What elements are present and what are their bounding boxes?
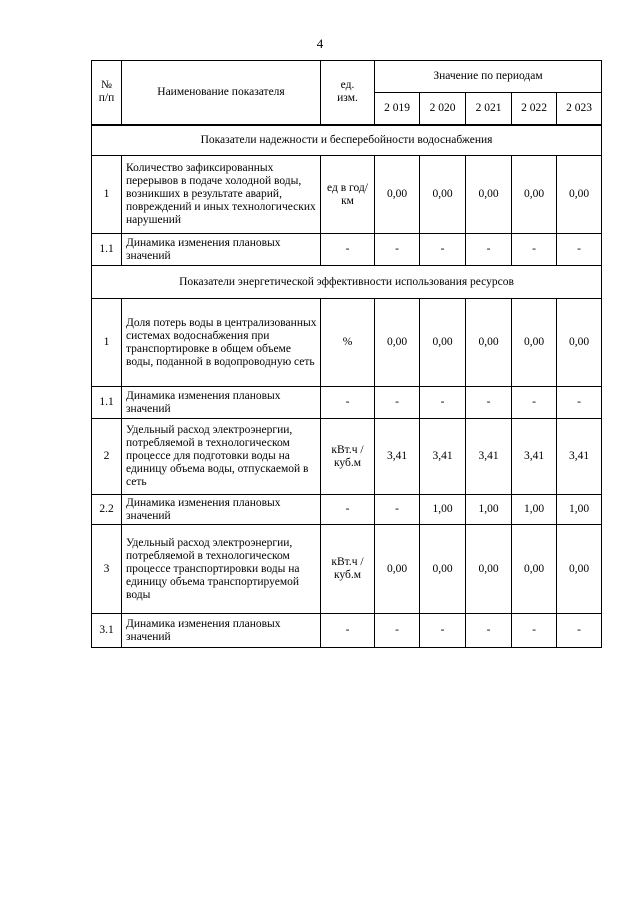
- row-name: Удельный расход электроэнергии, потребляемой в технологическом процессе транспортировки воды на единицу объема транспортируемой воды: [122, 525, 321, 614]
- row-value: 0,00: [557, 299, 602, 387]
- row-name: Динамика изменения плановых значений: [122, 387, 321, 419]
- row-value: 0,00: [466, 299, 512, 387]
- row-value: 0,00: [512, 156, 557, 234]
- row-value: 3,41: [466, 419, 512, 495]
- row-value: 3,41: [557, 419, 602, 495]
- row-unit: -: [321, 387, 375, 419]
- header-num: № п/п: [92, 61, 122, 125]
- row-num: 3.1: [92, 614, 122, 648]
- header-unit: ед. изм.: [321, 61, 375, 125]
- row-value: 0,00: [557, 156, 602, 234]
- header-year: 2 020: [420, 93, 466, 125]
- row-num: 1: [92, 156, 122, 234]
- row-value: 0,00: [420, 156, 466, 234]
- row-value: 0,00: [466, 156, 512, 234]
- row-value: 0,00: [375, 299, 420, 387]
- row-num: 1.1: [92, 234, 122, 266]
- row-value: 0,00: [557, 525, 602, 614]
- row-num: 1: [92, 299, 122, 387]
- row-name: Динамика изменения плановых значений: [122, 495, 321, 525]
- row-value: 0,00: [466, 525, 512, 614]
- row-num: 1.1: [92, 387, 122, 419]
- indicators-table: [91, 60, 602, 648]
- row-value: 0,00: [512, 525, 557, 614]
- row-unit: кВт.ч / куб.м: [321, 525, 375, 614]
- row-value: -: [557, 614, 602, 648]
- row-name: Удельный расход электроэнергии, потребляемой в технологическом процессе для подготовки воды на единицу объема воды, отпускаемой в сеть: [122, 419, 321, 495]
- page-number: 4: [316, 36, 324, 51]
- row-value: 3,41: [375, 419, 420, 495]
- row-value: 3,41: [420, 419, 466, 495]
- row-value: -: [420, 387, 466, 419]
- row-num: 2: [92, 419, 122, 495]
- row-value: -: [375, 614, 420, 648]
- header-periods: Значение по периодам: [375, 61, 602, 93]
- row-value: -: [512, 387, 557, 419]
- row-value: -: [375, 387, 420, 419]
- row-value: 3,41: [512, 419, 557, 495]
- header-year: 2 022: [512, 93, 557, 125]
- row-value: -: [512, 234, 557, 266]
- row-unit: %: [321, 299, 375, 387]
- row-unit: кВт.ч / куб.м: [321, 419, 375, 495]
- row-value: -: [375, 495, 420, 525]
- row-num: 3: [92, 525, 122, 614]
- section-title: Показатели надежности и бесперебойности водоснабжения: [92, 125, 602, 156]
- row-num: 2.2: [92, 495, 122, 525]
- header-year: 2 019: [375, 93, 420, 125]
- row-value: -: [375, 234, 420, 266]
- row-value: 1,00: [420, 495, 466, 525]
- row-value: -: [557, 234, 602, 266]
- row-value: 0,00: [375, 525, 420, 614]
- row-name: Динамика изменения плановых значений: [122, 234, 321, 266]
- row-value: -: [466, 614, 512, 648]
- header-year: 2 023: [557, 93, 602, 125]
- row-value: 0,00: [420, 299, 466, 387]
- row-value: -: [466, 234, 512, 266]
- header-name: Наименование показателя: [122, 61, 321, 125]
- row-value: 0,00: [512, 299, 557, 387]
- row-value: 1,00: [512, 495, 557, 525]
- row-unit: -: [321, 234, 375, 266]
- row-value: -: [420, 234, 466, 266]
- row-value: -: [512, 614, 557, 648]
- row-value: 0,00: [420, 525, 466, 614]
- section-title: Показатели энергетической эффективности использования ресурсов: [92, 266, 602, 299]
- row-value: 0,00: [375, 156, 420, 234]
- row-value: -: [466, 387, 512, 419]
- row-unit: ед в год/ км: [321, 156, 375, 234]
- row-value: -: [557, 387, 602, 419]
- row-value: 1,00: [557, 495, 602, 525]
- row-unit: -: [321, 495, 375, 525]
- row-value: 1,00: [466, 495, 512, 525]
- row-unit: -: [321, 614, 375, 648]
- row-name: Доля потерь воды в централизованных системах водоснабжения при транспортировке в общем объеме воды, поданной в водопроводную сеть: [122, 299, 321, 387]
- row-name: Количество зафиксированных перерывов в подаче холодной воды, возникших в результате аварий, повреждений и иных технологических нарушений: [122, 156, 321, 234]
- row-value: -: [420, 614, 466, 648]
- header-year: 2 021: [466, 93, 512, 125]
- row-name: Динамика изменения плановых значений: [122, 614, 321, 648]
